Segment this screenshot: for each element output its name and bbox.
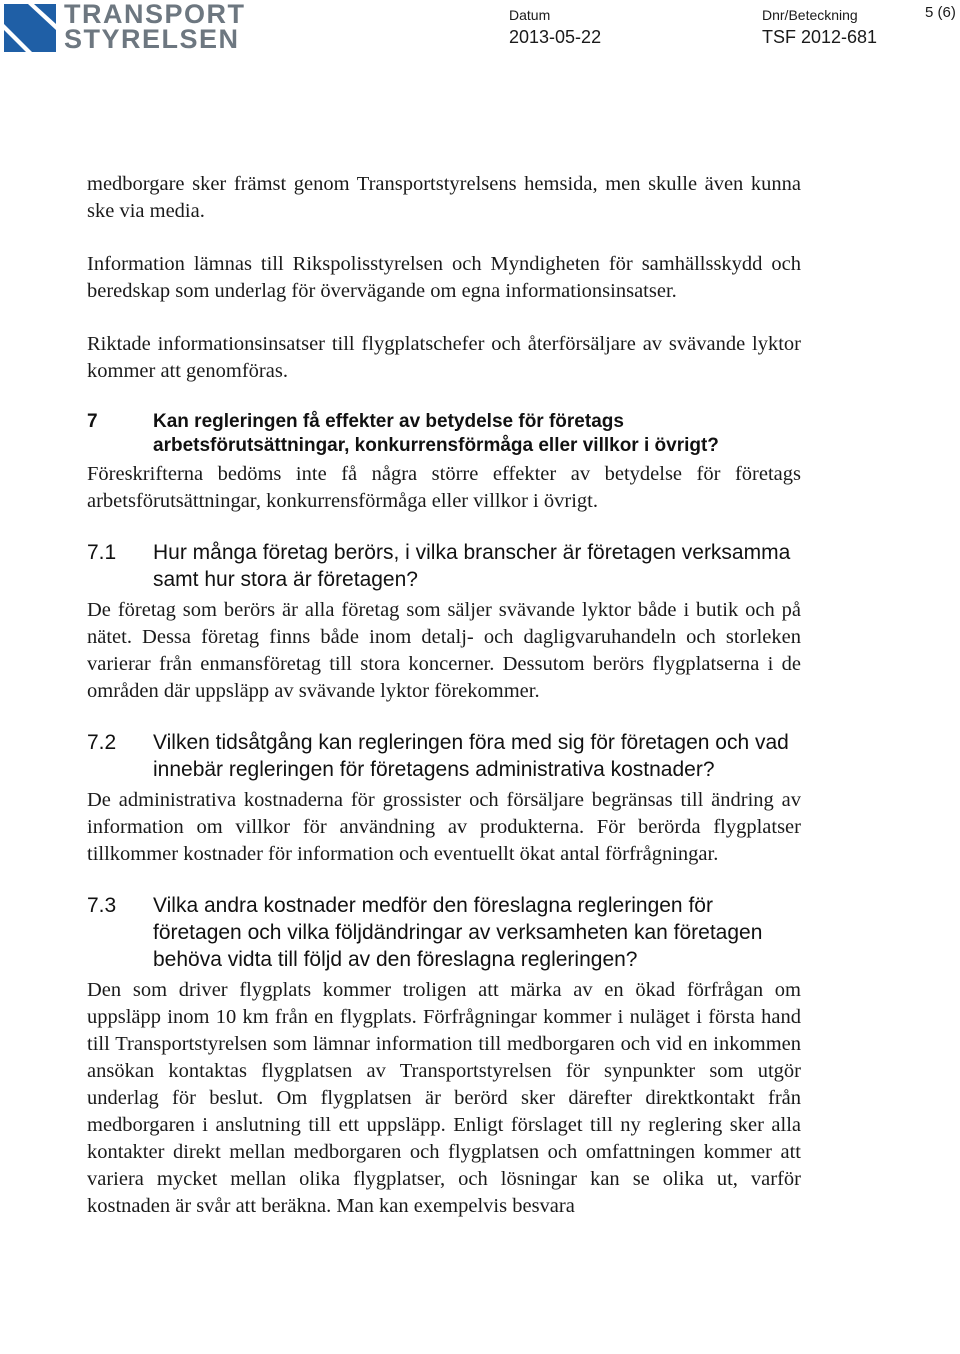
header-date: [509, 6, 601, 48]
paragraph: De administrativa kostnaderna för grossister och försäljare begränsas till ändring av information om villkor för användning av produkterna. För berörda flygplatser tillkommer kostnader för information och eventuellt ökat antal förfrågningar.: [87, 789, 801, 865]
section-heading-7-3: [87, 892, 801, 973]
paragraph: medborgare sker främst genom Transportstyrelsens hemsida, men skulle även kunna ske via media.: [87, 173, 801, 222]
section-number: 7.2: [87, 731, 117, 754]
paragraph: De företag som berörs är alla företag som säljer svävande lyktor både i butik och på nätet. Dessa företag finns både inom detalj- och dagligvaruhandeln och storleken varierar från enmansföretag till stora koncerner. Dessutom berörs flygplatserna i de områden där uppsläpp av svävande lyktor förekommer.: [87, 599, 801, 702]
logo-mark-icon: [4, 2, 56, 52]
section-title: Hur många företag berörs, i vilka branscher är företagen verksamma samt hur stora är företagen?: [153, 541, 791, 591]
section-number: 7.1: [87, 541, 117, 564]
section-title: Vilka andra kostnader medför den föreslagna regleringen för företagen och vilka följdändringar av verksamheten kan företagen behöva vidta till följd av den föreslagna regleringen?: [153, 894, 763, 971]
date-value: 2013-05-22: [509, 27, 602, 47]
logo-line-2: STYRELSEN: [64, 24, 240, 54]
section-heading-7-1: [87, 539, 801, 593]
paragraph: Föreskrifterna bedöms inte få några större effekter av betydelse för företags arbetsförutsättningar, konkurrensförmåga eller villkor i övrigt.: [87, 463, 801, 512]
paragraph: Riktade informationsinsatser till flygplatschefer och återförsäljare av svävande lyktor kommer att genomföras.: [87, 333, 801, 382]
reference-value: TSF 2012-681: [762, 27, 878, 47]
transportstyrelsen-logo: [4, 2, 246, 52]
section-title: Vilken tidsåtgång kan regleringen föra med sig för företagen och vad innebär regleringen för företagens administrativa kostnader?: [153, 731, 789, 781]
header-reference: [762, 6, 877, 48]
logo-wordmark: [64, 2, 246, 52]
section-heading-7: [87, 410, 801, 458]
date-label: Datum: [509, 7, 551, 23]
section-heading-7-2: [87, 729, 801, 783]
logo-line-1: TRANSPORT: [64, 0, 246, 29]
paragraph: Den som driver flygplats kommer troligen att märka av en ökad förfrågan om uppsläpp inom 10 km från en flygplats. Förfrågningar kommer i nuläget i första hand till Transportstyrelsen som lämnar information till medborgaren och vid en inkommen ansökan kontaktas flygplatsen av Transportstyrelsen för synpunkter som utgör underlag för beslut. Om flygplatsen är berörd sker därefter direktkontakt från medborgaren i anslutning till ett uppsläpp. Enligt förslaget till ny reglering sker alla kontakter direkt mellan medborgaren och flygplatsen och omfattningen kommer att variera mycket mellan olika flygplatser, och lösningar kan se olika ut, varför kostnaden är svår att beräkna. Man kan exempelvis besvara: [87, 979, 801, 1217]
document-body: [87, 171, 801, 1220]
page-number: 5 (6): [925, 4, 956, 21]
section-number: 7: [87, 411, 98, 432]
reference-label: Dnr/Beteckning: [762, 7, 858, 23]
section-number: 7.3: [87, 894, 117, 917]
paragraph: Information lämnas till Rikspolisstyrelsen och Myndigheten för samhällsskydd och beredskap som underlag för övervägande om egna informationsinsatser.: [87, 253, 801, 302]
section-title: Kan regleringen få effekter av betydelse för företags arbetsförutsättningar, konkurrensförmåga eller villkor i övrigt?: [153, 411, 719, 456]
